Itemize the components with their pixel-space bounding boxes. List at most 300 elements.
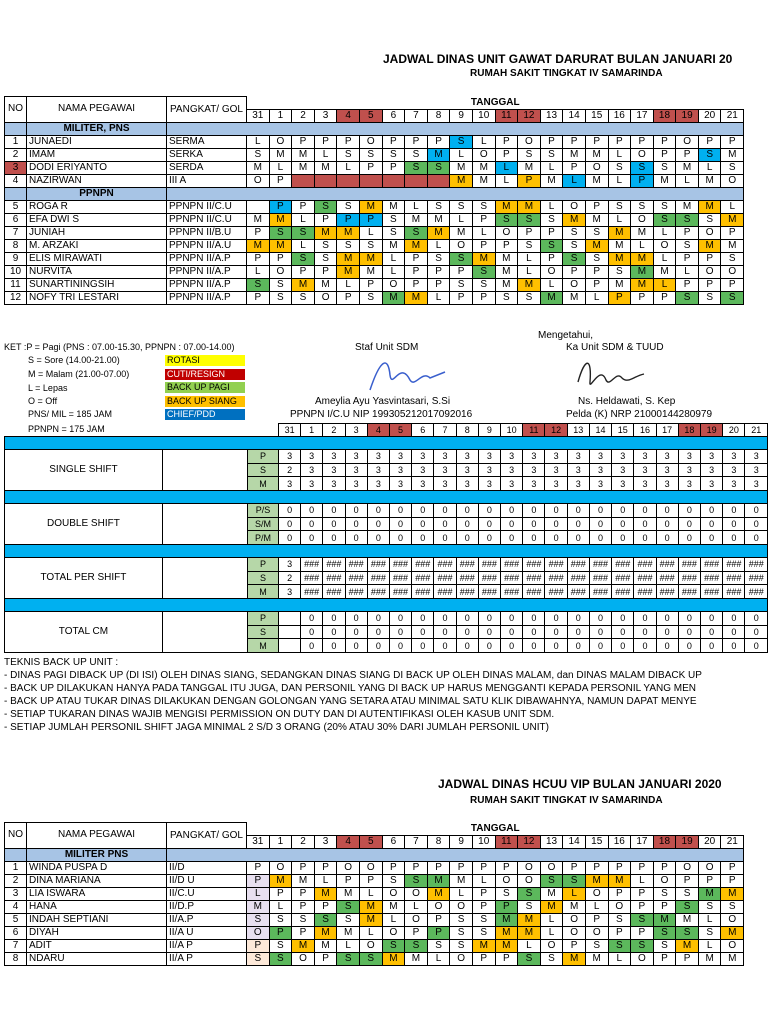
day-header: 18 <box>653 835 676 848</box>
shift-cell: P <box>427 913 450 926</box>
totals-cell: 0 <box>612 504 634 518</box>
section-label: MILITER, PNS <box>27 122 167 135</box>
col-rank-header: PANGKAT/ GOL <box>167 823 247 849</box>
shift-cell: M <box>247 161 270 174</box>
totals-cell: 0 <box>634 531 656 545</box>
totals-cell: 0 <box>567 504 589 518</box>
totals-cell: 3 <box>523 477 545 491</box>
shift-cell: S <box>631 913 654 926</box>
totals-cell: 0 <box>478 517 500 531</box>
totals-cell: 0 <box>567 625 589 639</box>
totals-cell: 3 <box>389 450 411 464</box>
shift-cell: O <box>585 161 608 174</box>
shift-cell: L <box>540 278 563 291</box>
shift-cell: M <box>314 161 337 174</box>
shift-cell: S <box>247 952 270 965</box>
totals-cell: 0 <box>545 517 567 531</box>
shift-cell: P <box>427 861 450 874</box>
employee-name: IMAM <box>27 148 167 161</box>
totals-cell: 0 <box>678 639 700 653</box>
shift-cell: S <box>698 900 721 913</box>
shift-cell: O <box>563 200 586 213</box>
header-row <box>5 97 744 110</box>
shift-cell: S <box>721 291 744 304</box>
totals-cell: ### <box>501 571 523 585</box>
day-header: 8 <box>456 424 478 437</box>
employee-name: SUNARTININGSIH <box>27 278 167 291</box>
shift-cell: P <box>518 174 541 187</box>
shift-cell: M <box>359 252 382 265</box>
shift-cell: P <box>405 265 428 278</box>
shift-cell: O <box>269 135 292 148</box>
totals-cell: 0 <box>745 531 768 545</box>
totals-cell: 0 <box>412 639 434 653</box>
shift-cell: M <box>427 213 450 226</box>
day-header: 17 <box>631 835 654 848</box>
shift-cell: S <box>653 939 676 952</box>
shift-cell: P <box>269 926 292 939</box>
shift-cell: P <box>247 252 270 265</box>
employee-name: NURVITA <box>27 265 167 278</box>
shift-cell: P <box>472 952 495 965</box>
shift-cell: O <box>405 913 428 926</box>
shift-cell: S <box>540 213 563 226</box>
shift-cell: M <box>269 213 292 226</box>
totals-key: P/M <box>247 531 278 545</box>
employee-rank: III A <box>167 174 247 187</box>
shift-cell: P <box>631 291 654 304</box>
shift-cell: P <box>631 174 654 187</box>
shift-cell: M <box>608 252 631 265</box>
shift-cell: S <box>518 887 541 900</box>
shift-cell: M <box>585 874 608 887</box>
table-row <box>5 174 744 187</box>
totals-cell: 3 <box>701 463 723 477</box>
notes-title: TEKNIS BACK UP UNIT : <box>4 657 119 668</box>
totals-blank <box>247 424 278 437</box>
totals-cell: 0 <box>389 625 411 639</box>
totals-cell: 0 <box>478 504 500 518</box>
shift-cell: P <box>540 135 563 148</box>
row-no: 6 <box>5 926 27 939</box>
totals-cell <box>279 639 301 653</box>
shift-cell: L <box>698 913 721 926</box>
shift-cell: S <box>269 952 292 965</box>
shift-cell: M <box>292 874 315 887</box>
shift-cell: M <box>382 239 405 252</box>
totals-cell: 0 <box>345 625 367 639</box>
shift-cell: M <box>314 939 337 952</box>
totals-cell: 0 <box>612 639 634 653</box>
shift-cell: P <box>472 900 495 913</box>
shift-cell: M <box>563 291 586 304</box>
day-header: 18 <box>653 109 676 122</box>
totals-cell: 0 <box>523 612 545 626</box>
shift-cell: L <box>314 874 337 887</box>
shift-cell: O <box>721 913 744 926</box>
totals-cell: 0 <box>345 612 367 626</box>
totals-cell: 0 <box>367 625 389 639</box>
shift-cell: S <box>540 148 563 161</box>
shift-cell: P <box>314 213 337 226</box>
totals-key: M <box>247 585 278 599</box>
shift-cell: S <box>495 291 518 304</box>
shift-cell: P <box>450 291 473 304</box>
totals-cell: 3 <box>656 463 678 477</box>
totals-cell: ### <box>701 585 723 599</box>
shift-cell: M <box>721 148 744 161</box>
shift-cell <box>337 174 360 187</box>
totals-cell: 0 <box>745 517 768 531</box>
shift-cell: S <box>359 148 382 161</box>
day-header: 7 <box>405 109 428 122</box>
table-row <box>5 939 744 952</box>
day-header: 9 <box>450 109 473 122</box>
totals-cell: 0 <box>523 504 545 518</box>
shift-cell: P <box>359 874 382 887</box>
signature-left-icon <box>360 350 450 398</box>
day-header: 5 <box>359 835 382 848</box>
shift-cell: M <box>585 239 608 252</box>
shift-cell: L <box>450 887 473 900</box>
shift-cell: S <box>472 200 495 213</box>
shift-cell: L <box>292 213 315 226</box>
shift-cell: O <box>382 887 405 900</box>
shift-cell: P <box>292 200 315 213</box>
shift-cell: L <box>382 265 405 278</box>
shift-cell: P <box>472 239 495 252</box>
shift-cell: O <box>721 265 744 278</box>
totals-row <box>5 558 768 572</box>
shift-cell: S <box>608 161 631 174</box>
totals-cell: ### <box>389 571 411 585</box>
schedule1-subtitle: RUMAH SAKIT TINGKAT IV SAMARINDA <box>470 68 663 79</box>
shift-cell: P <box>676 226 699 239</box>
shift-cell <box>314 174 337 187</box>
shift-cell: M <box>359 200 382 213</box>
totals-cell: 3 <box>723 450 745 464</box>
shift-cell: P <box>631 887 654 900</box>
totals-cell: 0 <box>389 517 411 531</box>
totals-cell: 0 <box>656 612 678 626</box>
shift-cell: P <box>314 952 337 965</box>
shift-cell: S <box>359 291 382 304</box>
totals-key: M <box>247 639 278 653</box>
shift-cell: O <box>359 135 382 148</box>
shift-cell: P <box>495 861 518 874</box>
totals-cell: 3 <box>367 450 389 464</box>
totals-cell: 0 <box>656 504 678 518</box>
shift-cell: P <box>585 265 608 278</box>
shift-cell: M <box>450 174 473 187</box>
shift-cell: L <box>495 161 518 174</box>
shift-cell: M <box>382 952 405 965</box>
shift-cell: S <box>359 239 382 252</box>
totals-cell: 3 <box>478 463 500 477</box>
totals-cell: ### <box>634 558 656 572</box>
totals-cell: ### <box>656 571 678 585</box>
shift-cell: S <box>563 252 586 265</box>
totals-cell: 0 <box>745 504 768 518</box>
day-header: 21 <box>721 109 744 122</box>
shift-cell: S <box>450 939 473 952</box>
totals-cell: 0 <box>612 517 634 531</box>
employee-rank: II/D U <box>167 874 247 887</box>
shift-cell: P <box>608 135 631 148</box>
shift-cell: M <box>540 900 563 913</box>
col-date-header: TANGGAL <box>247 823 744 836</box>
shift-cell: S <box>269 226 292 239</box>
day-header: 19 <box>676 109 699 122</box>
shift-cell: S <box>721 161 744 174</box>
totals-cell: 0 <box>589 639 611 653</box>
totals-cell: 0 <box>745 612 768 626</box>
separator-cell <box>5 599 768 612</box>
shift-cell: L <box>585 900 608 913</box>
day-header: 6 <box>382 835 405 848</box>
shift-cell: P <box>653 135 676 148</box>
shift-cell: P <box>653 861 676 874</box>
totals-cell: 3 <box>589 463 611 477</box>
section-fill <box>167 187 744 200</box>
shift-cell: S <box>495 887 518 900</box>
shift-cell: S <box>631 161 654 174</box>
day-header: 1 <box>301 424 323 437</box>
row-no: 4 <box>5 900 27 913</box>
totals-cell: 0 <box>345 531 367 545</box>
totals-cell: 0 <box>656 531 678 545</box>
legend-pns: PNS/ MIL = 185 JAM <box>28 409 112 419</box>
totals-cell: 0 <box>678 504 700 518</box>
totals-cell: 0 <box>456 612 478 626</box>
shift-cell: M <box>472 252 495 265</box>
shift-cell: S <box>405 939 428 952</box>
totals-cell: 3 <box>678 463 700 477</box>
shift-cell: L <box>540 913 563 926</box>
shift-cell: P <box>653 148 676 161</box>
day-header: 8 <box>427 835 450 848</box>
shift-cell: S <box>337 200 360 213</box>
shift-cell: P <box>676 148 699 161</box>
shift-cell: O <box>359 861 382 874</box>
shift-cell: M <box>721 952 744 965</box>
totals-cell: 0 <box>367 517 389 531</box>
shift-cell: S <box>698 148 721 161</box>
section-no <box>5 122 27 135</box>
shift-cell: S <box>585 226 608 239</box>
shift-cell: M <box>540 291 563 304</box>
shift-cell: P <box>495 900 518 913</box>
shift-cell: L <box>631 874 654 887</box>
table-row <box>5 135 744 148</box>
shift-cell: P <box>563 161 586 174</box>
shift-cell: M <box>631 226 654 239</box>
totals-cell: 3 <box>301 463 323 477</box>
totals-cell: 3 <box>678 450 700 464</box>
totals-cell: 0 <box>323 639 345 653</box>
shift-cell: O <box>382 278 405 291</box>
shift-cell: S <box>382 874 405 887</box>
shift-cell: P <box>427 135 450 148</box>
totals-cell: 0 <box>701 612 723 626</box>
totals-cell: 3 <box>412 463 434 477</box>
employee-rank: PPNPN II/B.U <box>167 226 247 239</box>
shift-cell: P <box>405 278 428 291</box>
totals-cell: 0 <box>589 612 611 626</box>
shift-cell: P <box>292 926 315 939</box>
shift-cell: O <box>495 874 518 887</box>
shift-cell: M <box>269 148 292 161</box>
shift-cell: M <box>563 900 586 913</box>
day-header: 13 <box>540 109 563 122</box>
totals-cell: ### <box>589 558 611 572</box>
shift-cell: M <box>292 939 315 952</box>
shift-cell: O <box>563 913 586 926</box>
totals-cell: 3 <box>501 477 523 491</box>
shift-cell: L <box>337 161 360 174</box>
shift-cell: P <box>450 265 473 278</box>
day-header: 13 <box>540 835 563 848</box>
totals-cell: 0 <box>678 517 700 531</box>
totals-cell: 3 <box>478 450 500 464</box>
shift-cell: S <box>518 213 541 226</box>
shift-cell: L <box>269 161 292 174</box>
shift-cell: O <box>631 148 654 161</box>
shift-cell: M <box>292 161 315 174</box>
totals-cell: 3 <box>323 477 345 491</box>
totals-cell: 0 <box>634 625 656 639</box>
shift-cell: S <box>314 239 337 252</box>
shift-cell: O <box>518 135 541 148</box>
shift-cell: M <box>721 926 744 939</box>
day-header: 14 <box>589 424 611 437</box>
shift-cell: S <box>676 887 699 900</box>
shift-cell: M <box>721 213 744 226</box>
totals-cell: ### <box>612 558 634 572</box>
totals-cell: 0 <box>389 504 411 518</box>
shift-cell: P <box>563 135 586 148</box>
shift-cell: S <box>653 887 676 900</box>
totals-cell: 0 <box>301 504 323 518</box>
shift-cell: P <box>608 861 631 874</box>
shift-cell: M <box>608 239 631 252</box>
shift-cell: P <box>563 861 586 874</box>
shift-cell: P <box>382 135 405 148</box>
day-header: 5 <box>389 424 411 437</box>
shift-cell: S <box>676 239 699 252</box>
shift-cell: S <box>427 939 450 952</box>
shift-cell: M <box>247 213 270 226</box>
shift-cell: P <box>495 952 518 965</box>
shift-cell: M <box>495 278 518 291</box>
totals-cell: ### <box>412 558 434 572</box>
shift-cell: L <box>563 174 586 187</box>
shift-cell: M <box>382 291 405 304</box>
shift-cell: P <box>563 265 586 278</box>
shift-cell: M <box>608 278 631 291</box>
totals-cell: 0 <box>456 504 478 518</box>
table-row <box>5 278 744 291</box>
shift-cell: M <box>495 926 518 939</box>
shift-cell: L <box>676 174 699 187</box>
shift-cell: L <box>698 161 721 174</box>
totals-cell: 0 <box>501 639 523 653</box>
totals-row <box>5 504 768 518</box>
shift-cell: S <box>540 239 563 252</box>
shift-cell: L <box>247 135 270 148</box>
shift-cell: M <box>495 200 518 213</box>
totals-cell: 0 <box>456 531 478 545</box>
shift-cell: M <box>359 900 382 913</box>
totals-cell: 0 <box>434 531 456 545</box>
totals-cell: 0 <box>656 517 678 531</box>
day-header: 20 <box>698 835 721 848</box>
employee-rank: II/D <box>167 861 247 874</box>
totals-cell: 0 <box>523 625 545 639</box>
shift-cell: M <box>337 252 360 265</box>
totals-blank <box>162 558 247 599</box>
table-row <box>5 148 744 161</box>
totals-cell: 3 <box>523 450 545 464</box>
totals-cell: 0 <box>279 517 301 531</box>
totals-cell: 3 <box>745 463 768 477</box>
totals-cell: 0 <box>745 639 768 653</box>
shift-cell: M <box>314 887 337 900</box>
shift-cell: M <box>721 887 744 900</box>
separator-cell <box>5 437 768 450</box>
totals-group-label: TOTAL CM <box>5 612 163 653</box>
totals-cell: 0 <box>523 531 545 545</box>
shift-cell: M <box>540 174 563 187</box>
totals-cell: 0 <box>434 625 456 639</box>
shift-cell: O <box>585 926 608 939</box>
shift-cell: M <box>585 148 608 161</box>
shift-cell: P <box>540 226 563 239</box>
shift-cell: M <box>698 887 721 900</box>
col-no-header: NO <box>5 97 27 123</box>
shift-cell: O <box>427 900 450 913</box>
shift-cell: M <box>563 213 586 226</box>
totals-cell: 3 <box>345 477 367 491</box>
shift-cell: M <box>495 265 518 278</box>
col-name-header: NAMA PEGAWAI <box>27 823 167 849</box>
legend-ppnpn: PPNPN = 175 JAM <box>28 424 105 434</box>
shift-cell: P <box>269 887 292 900</box>
totals-cell: 0 <box>323 612 345 626</box>
day-header: 2 <box>323 424 345 437</box>
totals-group-label: DOUBLE SHIFT <box>5 504 163 545</box>
section-row <box>5 122 744 135</box>
row-no: 8 <box>5 239 27 252</box>
shift-cell: L <box>450 213 473 226</box>
totals-cell: 0 <box>323 517 345 531</box>
shift-cell: P <box>653 900 676 913</box>
employee-name: NAZIRWAN <box>27 174 167 187</box>
totals-cell: 3 <box>434 463 456 477</box>
shift-cell: M <box>427 887 450 900</box>
shift-cell: L <box>721 200 744 213</box>
shift-cell: S <box>292 252 315 265</box>
legend-box: BACK UP SIANG <box>165 396 245 407</box>
shift-cell: P <box>427 926 450 939</box>
shift-cell: M <box>653 913 676 926</box>
totals-cell: 0 <box>301 517 323 531</box>
shift-cell: S <box>450 135 473 148</box>
day-header: 21 <box>745 424 768 437</box>
totals-cell: 0 <box>434 612 456 626</box>
shift-cell: M <box>698 200 721 213</box>
shift-cell: O <box>698 226 721 239</box>
